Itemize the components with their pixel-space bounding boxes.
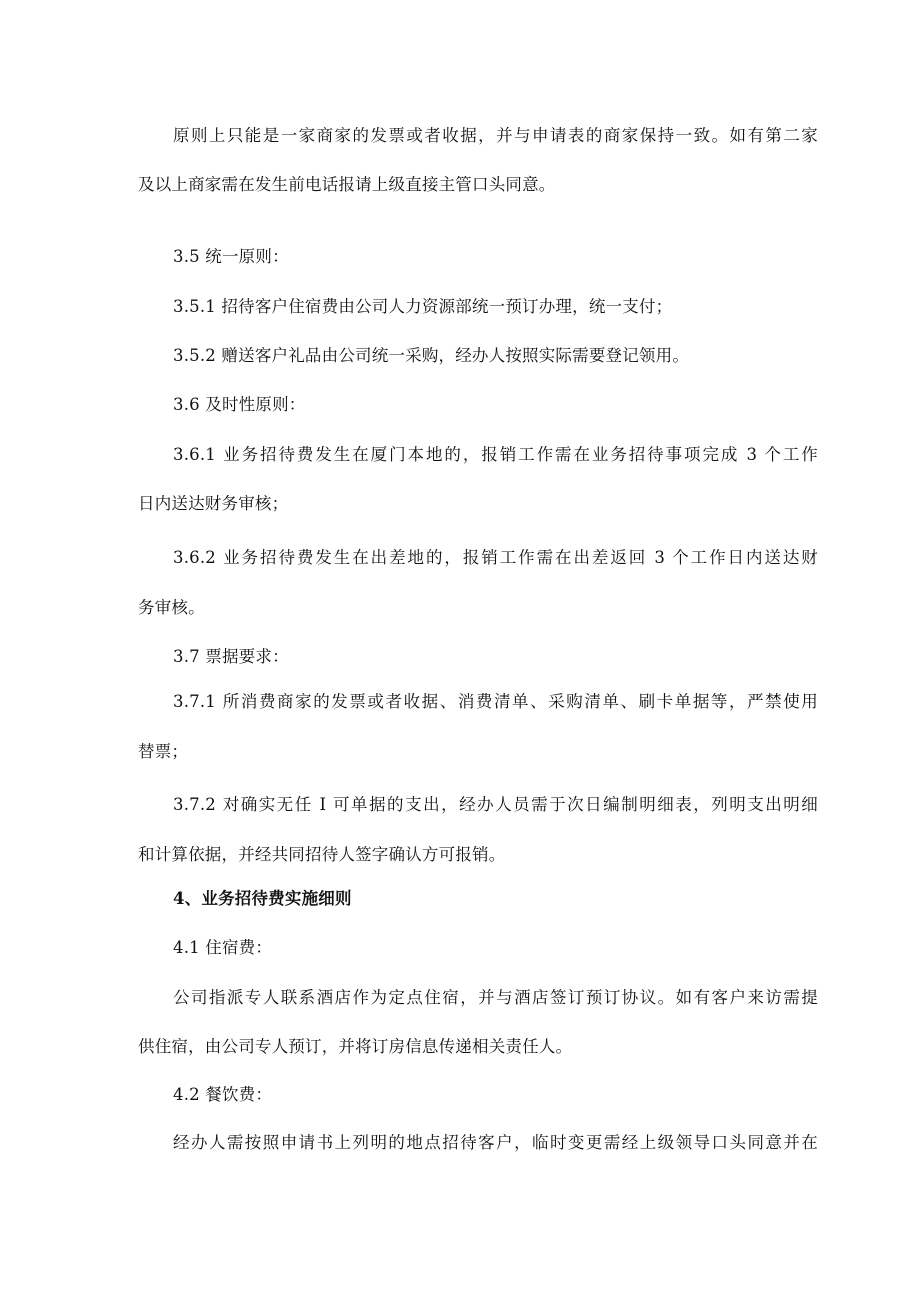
paragraph-line: 替票；: [138, 742, 189, 761]
section-heading-4: 4、业务招待费实施细则: [173, 889, 352, 908]
paragraph-line: 和计算依据，并经共同招待人签字确认方可报销。: [138, 845, 506, 864]
clause-3-7-1: 3.7.1 所消费商家的发票或者收据、消费清单、采购清单、刷卡单据等，严禁使用: [173, 692, 818, 711]
paragraph-line: 务审核。: [138, 598, 205, 617]
clause-3-6-2: 3.6.2 业务招待费发生在出差地的，报销工作需在出差返回 3 个工作日内送达财: [173, 548, 818, 567]
paragraph-line: 公司指派专人联系酒店作为定点住宿，并与酒店签订预订协议。如有客户来访需提: [173, 988, 818, 1007]
section-heading-3-6: 3.6 及时性原则：: [173, 395, 306, 414]
clause-3-5-2: 3.5.2 赠送客户礼品由公司统一采购，经办人按照实际需要登记领用。: [173, 346, 690, 365]
paragraph-line: 原则上只能是一家商家的发票或者收据，并与申请表的商家保持一致。如有第二家: [173, 126, 818, 145]
paragraph-line: 日内送达财务审核；: [138, 494, 289, 513]
paragraph-line: 及以上商家需在发生前电话报请上级直接主管口头同意。: [138, 175, 556, 194]
section-heading-3-5: 3.5 统一原则：: [173, 247, 289, 266]
clause-3-7-2: 3.7.2 对确实无任 I 可单据的支出，经办人员需于次日编制明细表，列明支出明细: [173, 795, 818, 814]
section-heading-3-7: 3.7 票据要求：: [173, 647, 289, 666]
paragraph-line: 供住宿，由公司专人预订，并将订房信息传递相关责任人。: [138, 1037, 573, 1056]
clause-3-6-1: 3.6.1 业务招待费发生在厦门本地的，报销工作需在业务招待事项完成 3 个工作: [173, 445, 818, 464]
clause-3-5-1: 3.5.1 招待客户住宿费由公司人力资源部统一预订办理，统一支付；: [173, 297, 673, 316]
paragraph-line: 经办人需按照申请书上列明的地点招待客户，临时变更需经上级领导口头同意并在: [173, 1133, 818, 1152]
section-heading-4-2: 4.2 餐饮费：: [173, 1085, 273, 1104]
section-heading-4-1: 4.1 住宿费：: [173, 938, 273, 957]
